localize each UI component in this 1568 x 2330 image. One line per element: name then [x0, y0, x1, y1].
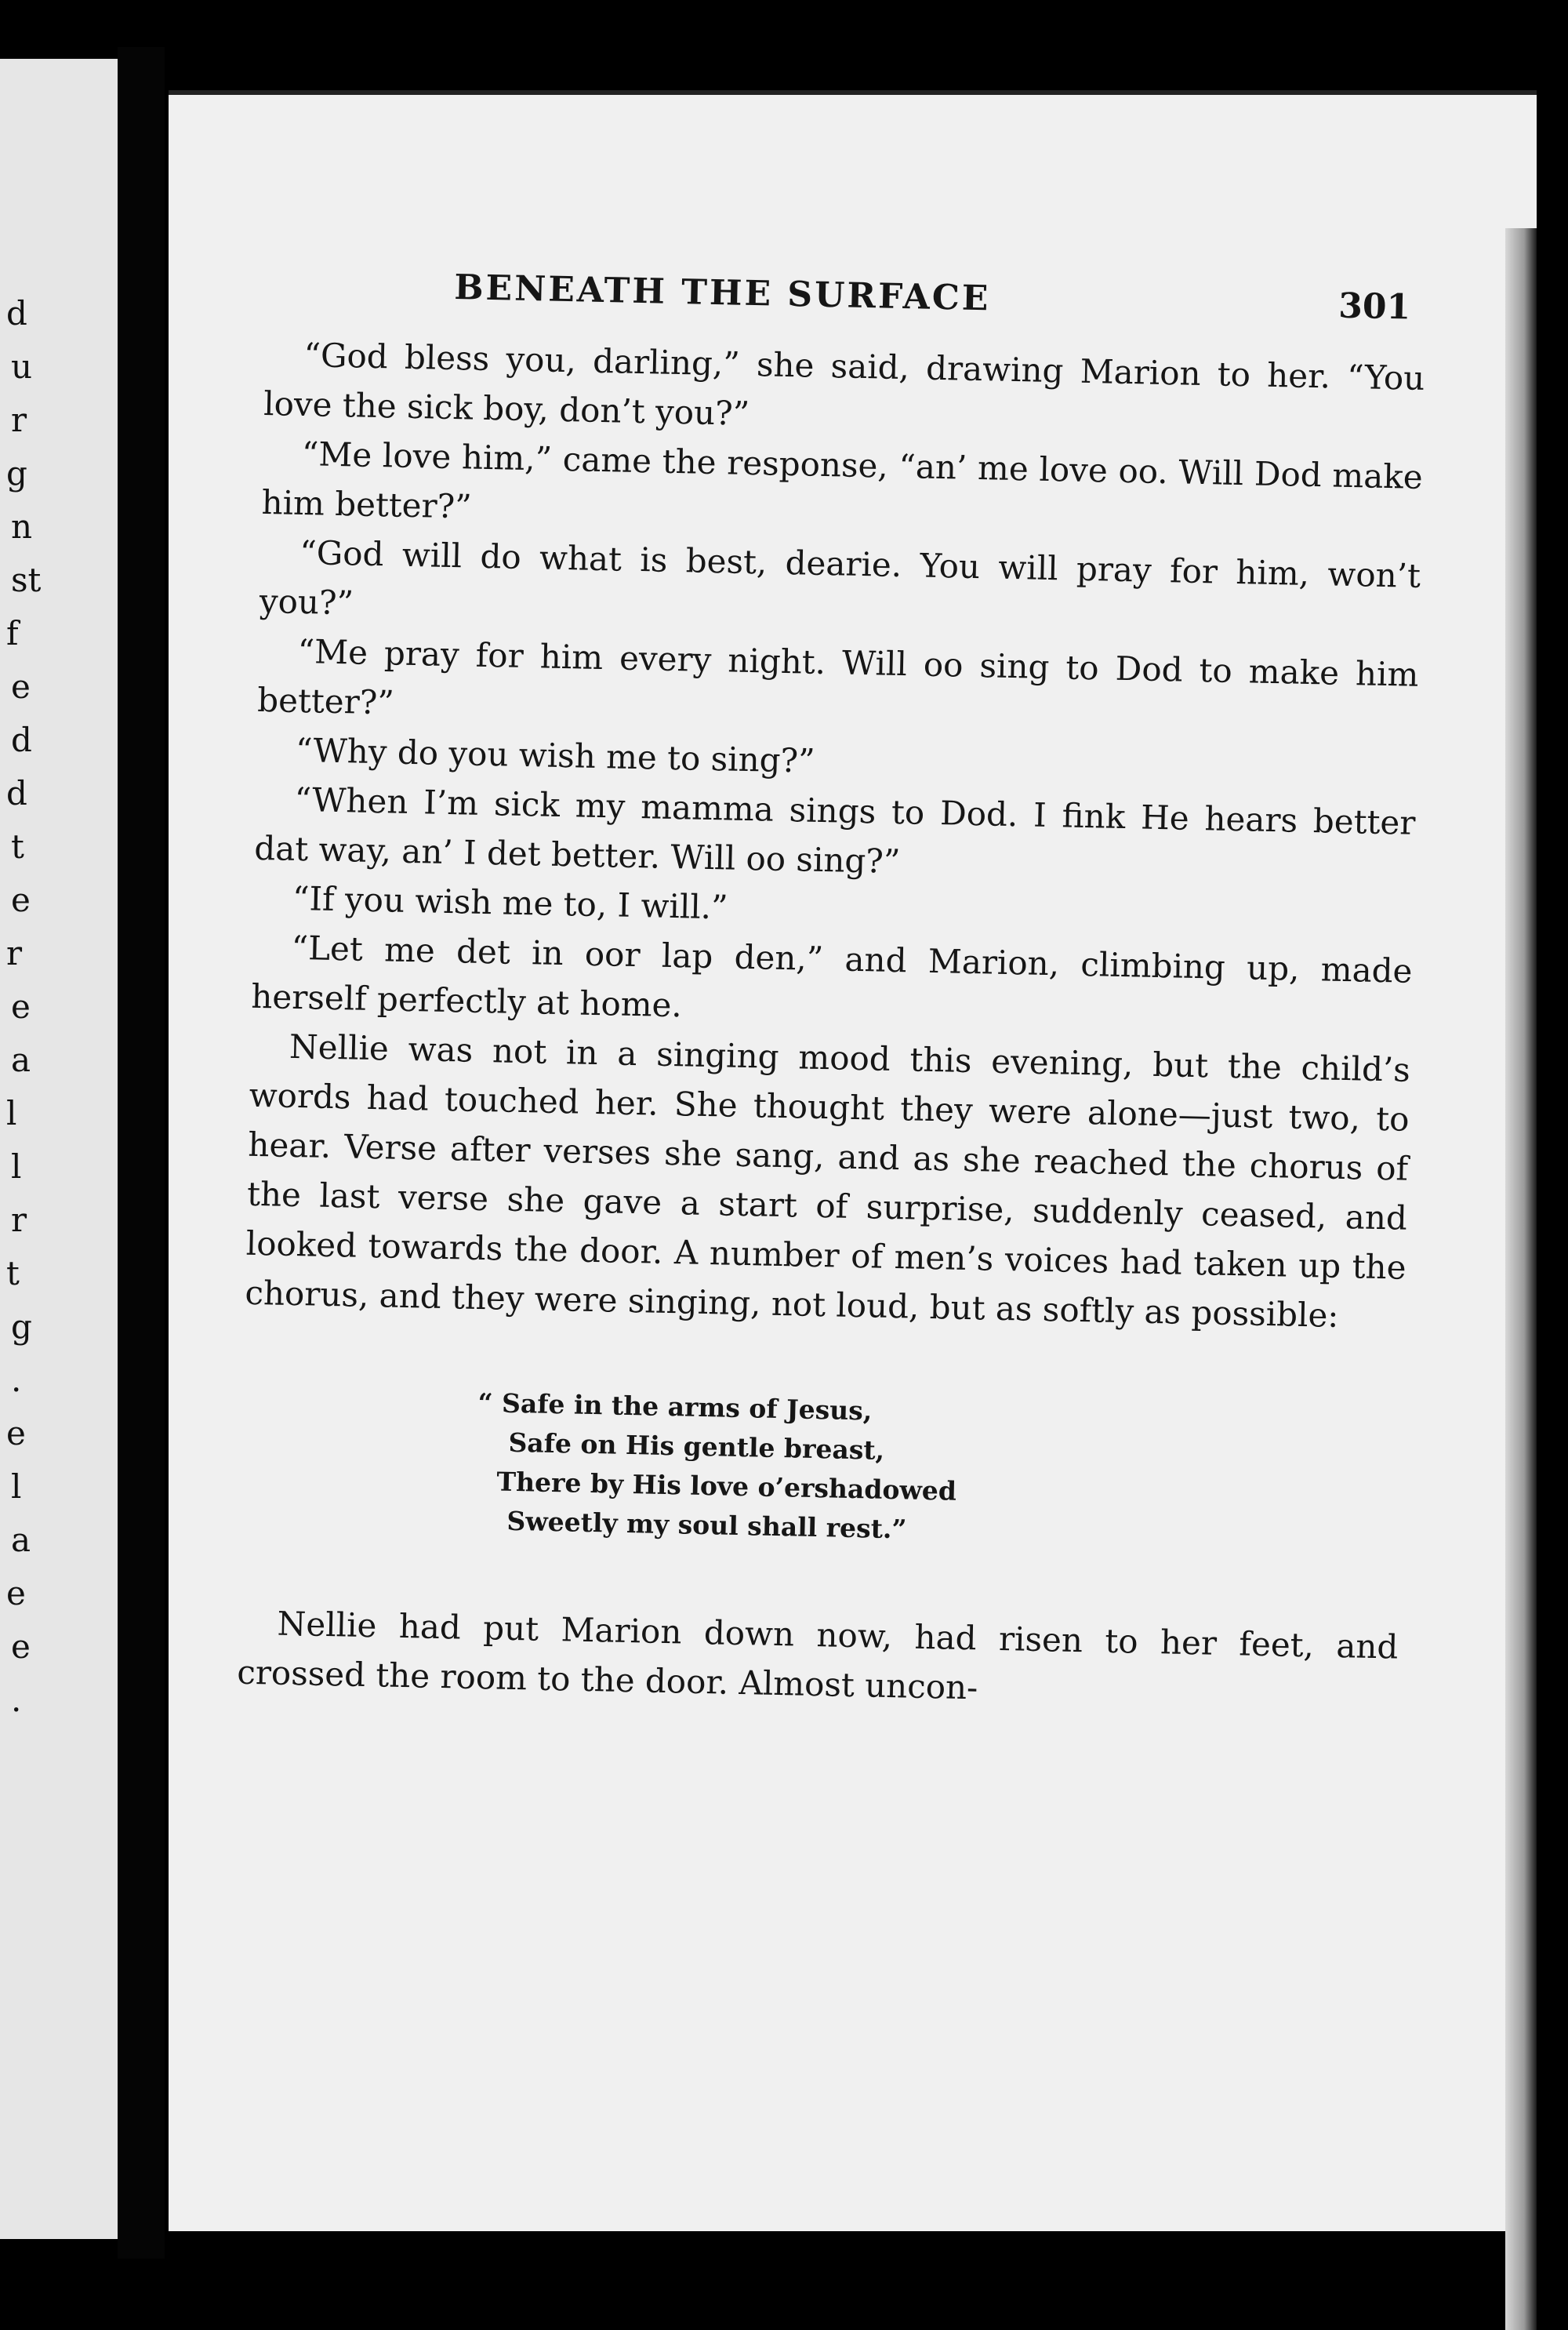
paragraph: “God will do what is best, dearie. You will pray for him, won’t you?”	[259, 533, 1421, 623]
previous-page-line-fragment: u	[11, 347, 33, 386]
previous-page-line-fragment: e	[11, 1627, 31, 1666]
verse-line: Sweetly my soul shall rest.”	[506, 1505, 907, 1545]
page-number: 301	[1338, 285, 1411, 328]
previous-page-line-fragment: t	[11, 827, 24, 866]
running-title: BENEATH THE SURFACE	[453, 267, 991, 319]
previous-page-line-fragment: .	[11, 1361, 22, 1399]
previous-page-strip	[0, 59, 118, 2239]
previous-page-line-fragment: e	[6, 1414, 26, 1452]
previous-page-line-fragment: l	[11, 1467, 22, 1506]
previous-page-line-fragment: a	[11, 1521, 31, 1559]
paragraph: “When I’m sick my mamma sings to Dod. I fink He hears better dat way, an’ I det better. Will oo sing?”	[253, 780, 1416, 881]
previous-page-line-fragment: st	[11, 561, 42, 599]
previous-page-line-fragment: n	[11, 507, 33, 546]
verse-line: “ Safe in the arms of Jesus,	[477, 1387, 873, 1427]
previous-page-line-fragment: d	[6, 774, 27, 812]
previous-page-line-fragment: r	[11, 401, 27, 439]
previous-page-line-fragment: r	[6, 934, 23, 972]
previous-page-line-fragment: .	[11, 1681, 22, 1719]
running-head	[266, 264, 1427, 343]
page-bottom-margin	[169, 2137, 1537, 2231]
previous-page-line-fragment: d	[11, 721, 32, 759]
previous-page-line-fragment: l	[11, 1147, 22, 1186]
previous-page-line-fragment: e	[11, 667, 31, 706]
previous-page-line-fragment: e	[6, 1574, 26, 1612]
paragraph: “Me love him,” came the response, “an’ me love oo. Will Dod make him better?”	[261, 434, 1424, 526]
previous-page-line-fragment: a	[11, 1041, 31, 1079]
book-gutter	[118, 47, 165, 2259]
previous-page-line-fragment: r	[11, 1201, 27, 1239]
paragraph: “Let me det in oor lap den,” and Marion, climbing up, made herself perfectly at home.	[250, 928, 1413, 1025]
paragraph: “Why do you wish me to sing?”	[295, 730, 816, 780]
verse-line: There by His love o’ershadowed	[496, 1466, 957, 1507]
previous-page-line-fragment: l	[6, 1094, 17, 1132]
paragraph: “God bless you, darling,” she said, drawing Marion to her. “You love the sick boy, don’t you?”	[263, 336, 1425, 433]
previous-page-line-fragment: e	[11, 987, 31, 1026]
previous-page-line-fragment: f	[6, 614, 19, 652]
previous-page-line-fragment: g	[6, 454, 27, 493]
paragraph: “Me pray for him every night. Will oo sing to Dod to make him better?”	[256, 631, 1419, 722]
previous-page-line-fragment: g	[11, 1307, 32, 1346]
hymn-verse	[475, 1383, 1403, 1560]
previous-page-line-fragment: e	[11, 881, 31, 919]
page-edge-shadow	[1505, 228, 1537, 2330]
paragraph: “If you wish me to, I will.”	[292, 878, 729, 927]
verse-line: Safe on His gentle breast,	[508, 1427, 885, 1466]
book-page	[169, 90, 1537, 2231]
previous-page-line-fragment: t	[6, 1254, 20, 1292]
previous-page-line-fragment: d	[6, 294, 27, 333]
paragraph: Nellie had put Marion down now, had risen to her feet, and crossed the room to the door. Almost uncon-	[236, 1604, 1399, 1707]
page-text-block	[237, 264, 1427, 1721]
paragraph: Nellie was not in a singing mood this evening, but the child’s words had touched her. She thought they were alone—just two, to hear. Verse after verses she sang, and as she reached the chorus of the last verse she gave a start of surprise, suddenly ceased, and looked towards the door. A number of men’s voices had taken up the chorus, and they were singing, not loud, but as softly as possible:	[245, 1027, 1411, 1335]
